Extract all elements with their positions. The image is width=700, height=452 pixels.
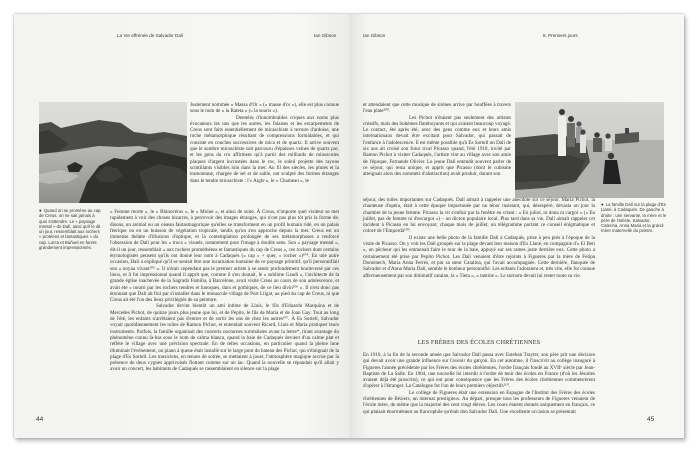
running-head-author: Ian Gibson	[314, 33, 337, 38]
running-head-title: La Vie effrénée de Salvador Dalí	[117, 33, 184, 38]
paragraph: séjour, des toiles importantes sur Cadaqués. Dalí aimait à rappeler une anecdote sur ce séjour. Maria Pichot, la chanteuse d'opéra, était à cette époque importunée par un ténor insistant, qui, désespéré, dévasta un jour la chambre de la jeune femme. Picasso la vit s'enfuir par la fenêtre en criant : « En juliol, ni dona ni cargol » (« En juillet, pas de femme ni d'escargot ») – un dicton populaire local. Plus tard dans sa vie, Dalí aimait rappeler cet incident à Picasso en lui envoyant, chaque mois de juillet, un télégramme portant ce conseil énigmatique et coloré de l'Empordà¹⁰⁹.	[363, 197, 595, 235]
paragraph: Justement nommée « Massa d'Or » (« masse d'or »), elle est plus connue sous le nom de « la Rateta » (« la souris »).	[190, 102, 339, 115]
running-head-author: Ian Gibson	[363, 33, 386, 38]
right-top-column	[363, 102, 511, 178]
paragraph: et attendaient que cette musique de sirènes arrive par bouffées à travers l'eau plate¹⁰⁸.	[363, 102, 511, 115]
left-photo-caption	[39, 208, 101, 250]
left-top-column	[190, 102, 339, 184]
coastline-photo	[39, 102, 187, 203]
right-section-column	[363, 352, 595, 415]
right-page	[349, 14, 684, 438]
right-photo-caption	[601, 202, 667, 234]
dali-family-beach-image	[515, 102, 664, 198]
cap-de-creus-image	[39, 102, 187, 203]
bullet-icon: ●	[39, 208, 42, 213]
left-caption-text: Quand on se promène au cap de Creus, on ne sait jamais à quoi s'attendre. Le « paysage mental » de Dalí, ainsi qu'il le dit un jour, ressemblait aux rochers « protéens et fantastiques » du cap. Lorca et Buñuel en furent grandement impressionnés.	[39, 208, 101, 251]
paragraph: En 1910, à la fin de la seconde année que Salvador Dalí passa avec Esteban Trayter, son père prit une décision qui devait avoir une grande influence sur l'avenir du garçon. En cet automne, il l'inscrivit au collège inauguré à Figueres l'année précédente par les Frères des écoles chrétiennes, l'ordre français fondé au XVIIᵉ siècle par Jean-Baptiste de La Salle. En 1904, une nouvelle loi interdit à l'ordre de tenir des écoles en France (d'où les Jésuites avaient déjà été proscrits), ce qui eut pour conséquence que les Frères des écoles chrétiennes commencèrent d'opérer à l'étranger. La Catalogne fut l'un de leurs premiers objectifs¹¹⁰.	[363, 352, 595, 390]
left-wide-column	[110, 209, 339, 407]
paragraph: Le collège de Figueres était une extension en Espagne de l'Institut des Frères des écoles chrétiennes de Béziers, un internat prestigieux. Au départ, presque tous les professeurs de Figueres venaient de l'école mère, de même que la majorité des cent vingt élèves. Les cours étaient donnés uniquement en français, ce qui plaisait énormément au francophile qu'était don Salvador Dalí. Une excellente occasion se présentait	[363, 389, 595, 415]
bullet-icon: ●	[601, 202, 604, 207]
paragraph: « Femme morte », le « Rhinocéros », le « Moine », et ainsi de suite. À Creus, n'importe quel visiteur se met rapidement à voir des choses bizarres, à percevoir des images étranges, qui n'ont pas plus tôt pris la forme de, disons, un animal ou un oiseau fantasmagorique qu'elles se transforment en un profil humain ridé, en un palais féerique ou en un buisson de végétation tropicale, tandis qu'on s'en approche depuis la mer. Creus est un immense théâtre d'illusions d'optique, et la contemplation prolongée de ses métamorphoses a renforcé l'obsession de Dalí pour les « trucs » visuels, notamment pour l'image à double sens. Son « paysage mental », dit-il un jour, ressemblait « aux rochers prométhéens et fantastiques du cap de Creus », ces rochers dont certains étymologistes pensent qu'ils ont donné leur nom à Cadaqués (« cap » + quer, « rocher »)¹⁰⁴. En une autre occasion, Dalí a expliqué qu'il se sentait être une incarnation humaine de ce paysage primitif, qu'il personnifiait son « noyau vivant¹⁰⁵ ». Il n'était cependant pas le premier artiste à se sentir profondément bouleversé par ces lieux, et il fut impressionné quand il apprit que, comme il s'en doutait, le « sublime Gaudí », l'architecte de la grande église inachevée de la Sagrada Familia, à Barcelone, avait visité Creus au cours de son adolescence, et avait été « nourri par les rochers tendres et baroques, durs et gothiques, de ce lieu divin¹⁰⁶ ». Il n'est donc pas étonnant que Dalí ait fini par s'installer dans le minuscule village de Port Lligat, au pied du cap de Creus, ni que Creus ait été l'un des lieux privilégiés de sa peinture.	[110, 209, 339, 304]
paragraph: Il existe une belle photo de la famille Dalí à Cadaqués, prise à peu près à l'époque de la visite de Picasso. On y voit les Dalí groupés sur la plage devant leur maison d'Es Llané, en compagnie d'« El Beti », un pêcheur qui les emmenait faire le tour de la baie, appuyé sur ses rames juste derrière eux. Cette photo a certainement été prise par Pepito Pichot. Les Dalí venaient d'être rejoints à Figueres par la mère de Felipa Domènech, Maria Anna Ferrés, et par sa sœur Catalina, qui l'avait accompagnée. Cette dernière, flanquée de Salvador et d'Anna Maria Dalí, semble le bonheur personnifié. Les enfants l'adoraient et, très vite, elle fut connue affectueusement par son diminutif catalan, la « Tieta », « tantine ». Le surnom devait lui rester toute sa vie.	[363, 234, 595, 279]
left-page	[14, 14, 350, 438]
paragraph: Les Pichot n'étaient pas seulement des artistes créatifs, mais des bohèmes flamboyants et qui avaient beaucoup voyagé. Le contact, été après été, avec des gens comme eux et leurs amis internationaux devait être excitant pour Salvador, qui passait de l'enfance à l'adolescence. Il est même possible qu'à Es Sortell un Dalí de six ans ait croisé son futur rival Picasso quand, l'été 1910, invité par Ramon Pichot à visiter Cadaqués, l'artiste vint au village avec son amie de l'époque, Fernande Olivier. Le jeune Dalí entendit souvent parler de ce séjour, qui resta unique, et apprit que Picasso (dont le cubisme atteignait alors des sommets d'abstraction) avait produit, durant son	[363, 114, 511, 178]
right-caption-text: La famille Dalí sur la plage d'Es Llané, à Cadaqués. De gauche à droite : une servante, la mère et le père de l'artiste, Salvador, Caterina, Anna Maria et la grand-mère maternelle du peintre.	[601, 202, 667, 234]
paragraph: Dentelés d'innombrables criques aux noms plus évocateurs les uns que les autres, les falaises et les escarpements de Creus sont faits essentiellement de micaschiste à texture d'ardoise, une roche métamorphique résultant de compressions formidables, et qui consiste en couches successives de mica et de quartz. Il arrive souvent que le sombre micaschiste soit parcouru d'épaisses veines de quartz pur, et les gens du cru affirment qu'à partir des milliards de minuscules plaques d'argent incrustées dans le roc, le soleil projette des rayons scintillants visibles loin dans la mer. Au fil des siècles, les pluies et la tramontane, chargée de sel et de sable, ont sculpté des formes étranges dans le tendre micaschiste : l'« Aigle », le « Chameau », le	[190, 114, 339, 184]
page-number-right: 45	[647, 416, 655, 423]
page-number-left: 44	[36, 416, 44, 423]
family-photo	[515, 102, 664, 198]
section-heading: LES FRÈRES DES ÉCOLES CHRÉTIENNES	[417, 339, 541, 346]
right-wide-column	[363, 197, 595, 279]
running-head-chapter: 8. Premiers jours	[543, 33, 578, 38]
book-spread	[14, 14, 684, 438]
paragraph: Salvador devint bientôt un ami intime de Lluís, le fils d'Eduardo Marquina et de Mercedes Pichot, de quinze jours plus jeune que lui, et de Pepito, le fils de Maria et de Joan Gay. Tout au long de l'été, les enfants n'arrêtaient pas d'entrer et de sortir les uns de chez les autres¹⁰⁷. À Es Sortell, Salvador voyait quotidiennement les toiles de Ramon Pichot, et entendait souvent Ricard, Lluís et Maria pratiquer leurs instruments. Parfois, la famille organisait des concerts nocturnes surréalistes avant la lettre*, tirant avantage du phénomène connu là-bas sous le nom de calma blanca, quand la baie de Cadaqués devient d'un calme plat et reflète le village avec une précision spectrale. En de telles occasions, en particulier quand la pleine lune illuminait l'événement, un piano à queue était installé sur le large pont du bateau des Pichot, qui s'éloignait de la plage d'Es Sortell. Les musiciens, en tenues de soirée, se mettaient à jouer, l'atmosphère magique accrue par la présence de deux cygnes apprivoisés flottant comme sur un lac. Quand la nouvelle se répandait qu'il allait y avoir un concert, les habitants de Cadaqués se rassemblaient en silence sur la plage	[110, 303, 339, 373]
